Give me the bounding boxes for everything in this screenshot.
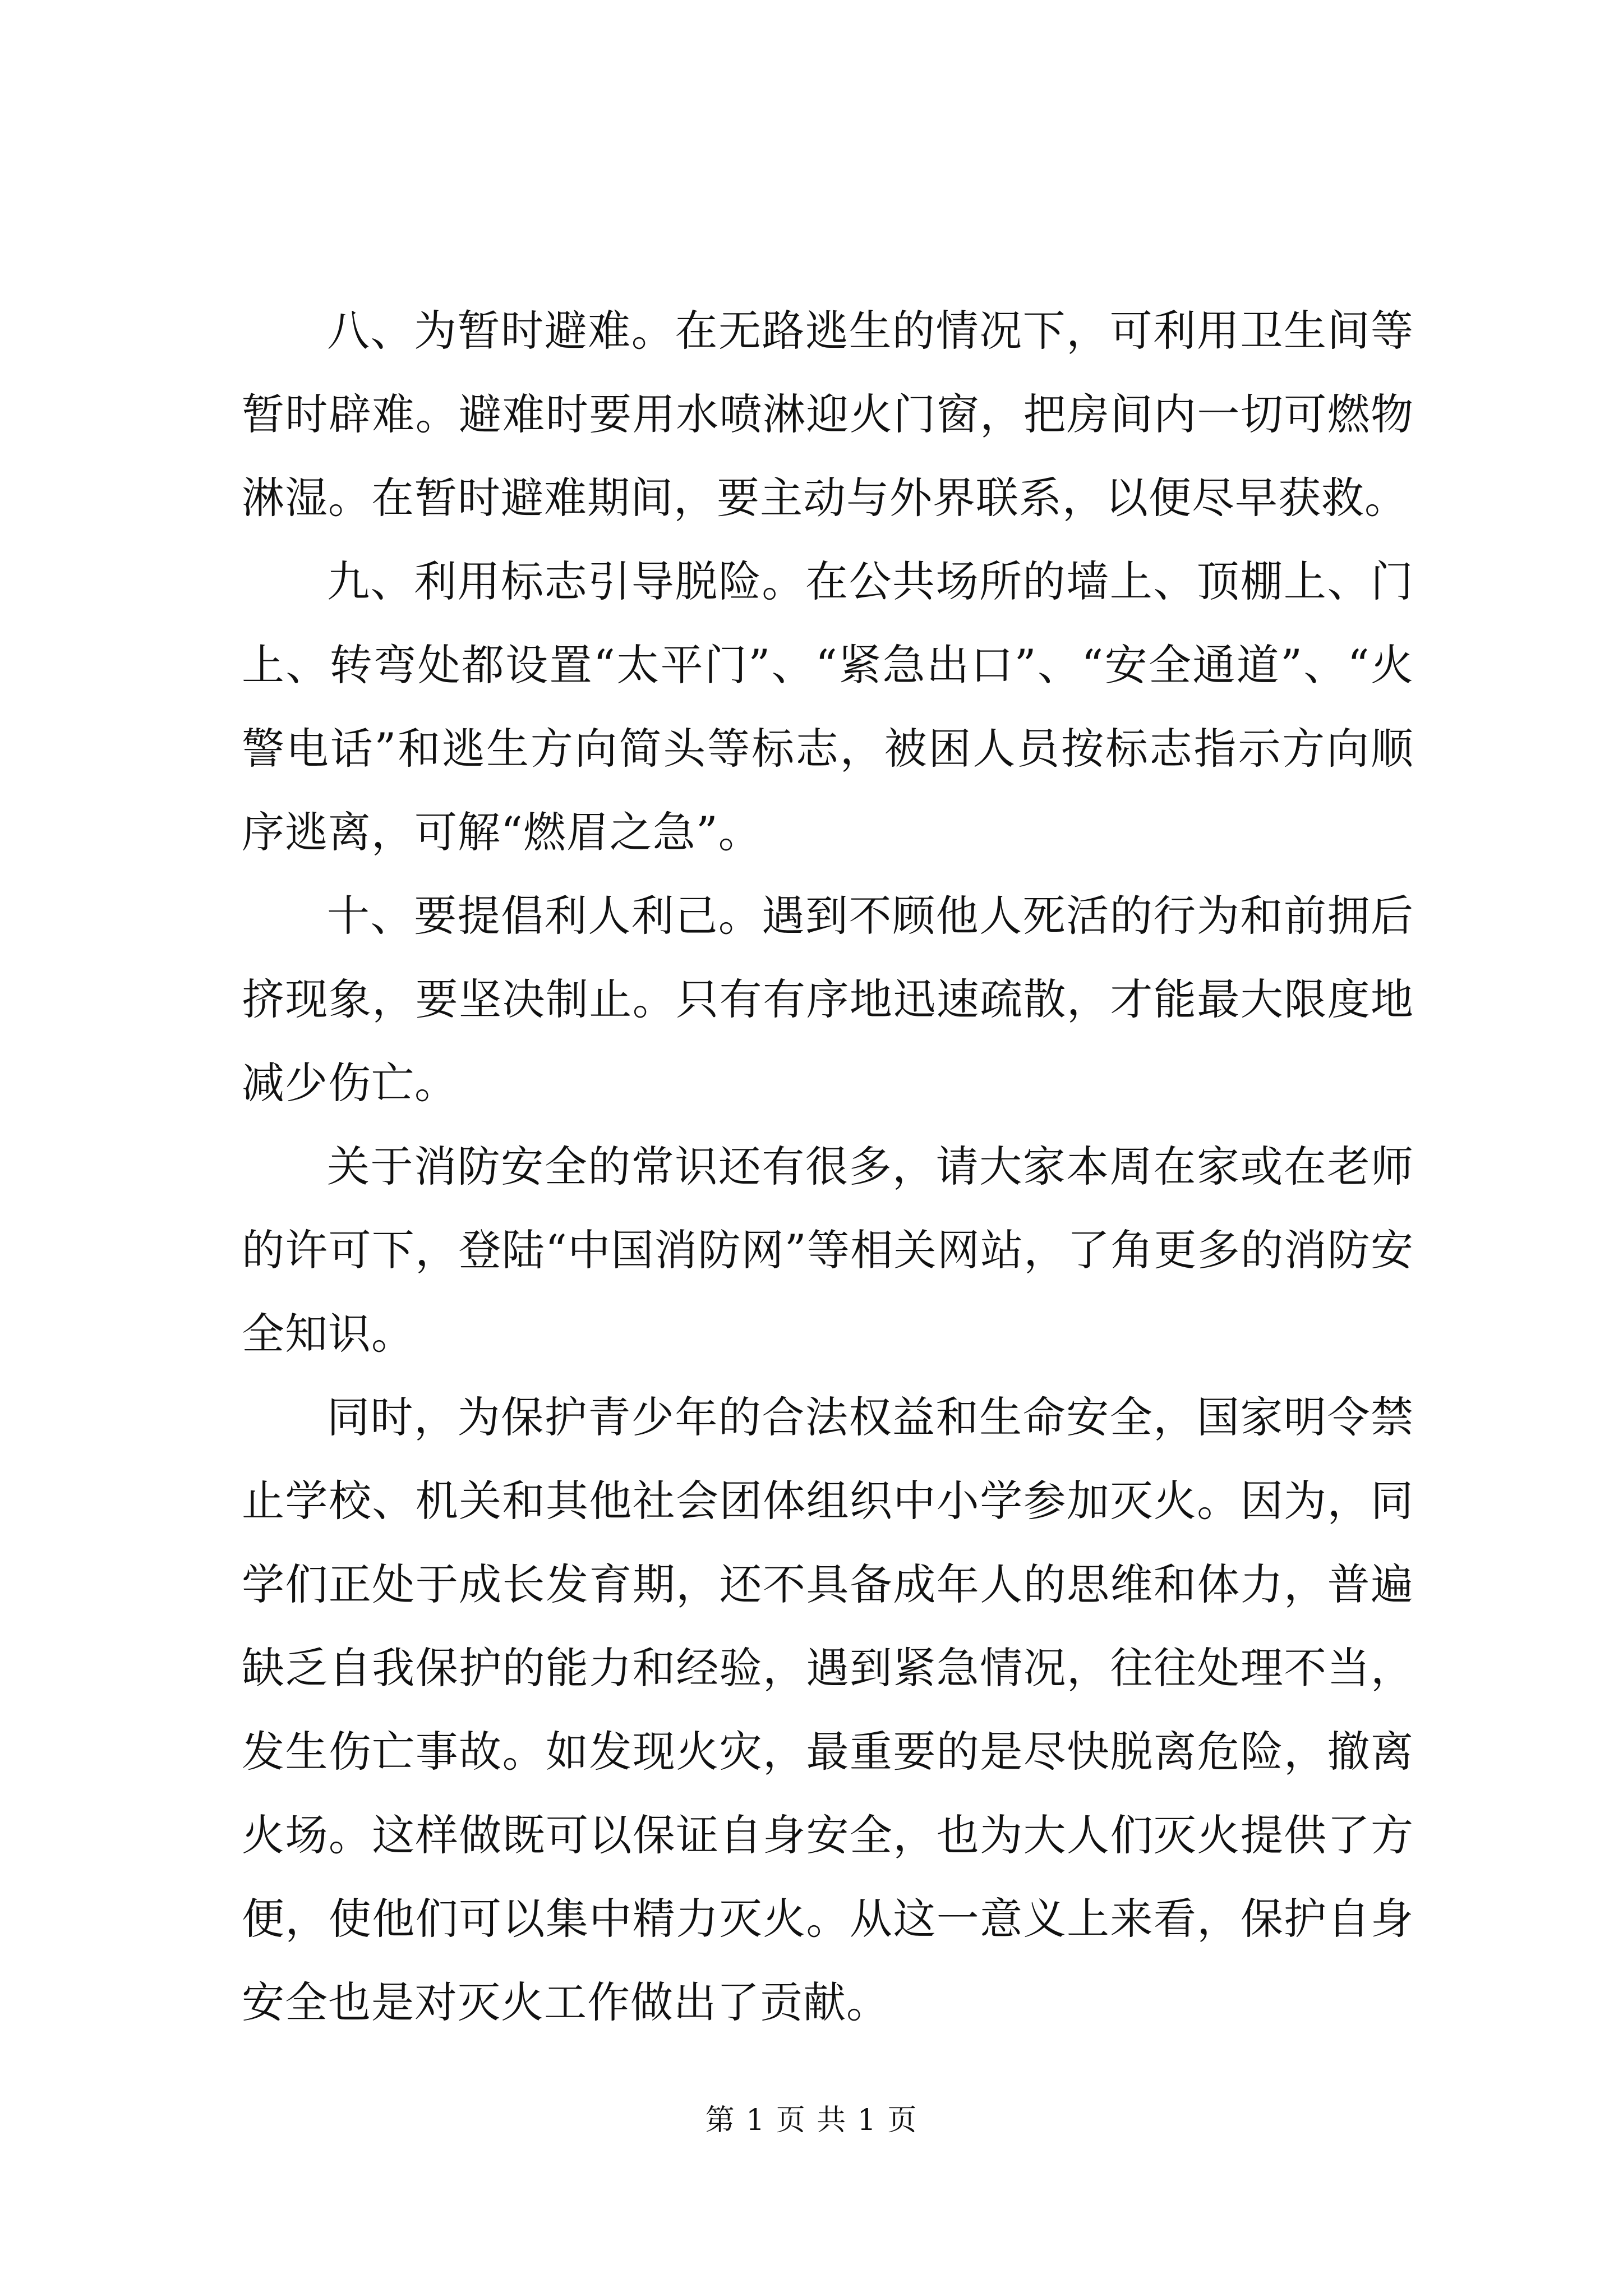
document-body — [242, 289, 1414, 2044]
paragraph-exit-signs: 九、利用标志引导脱险。在公共场所的墙上、顶棚上、门上、转弯处都设置“太平门”、“紧急出口”、“安全通道”、“火警电话”和逃生方向简头等标志，被困人员按标志指示方向顺序逃离，可解“燃眉之急”。 — [242, 556, 1414, 857]
page-number-footer: 第 1 页 共 1 页 — [705, 2104, 918, 2137]
paragraph-youth-protection: 同时，为保护青少年的合法权益和生命安全，国家明令禁止学校、机关和其他社会团体组织中小学参加灭火。因为，同学们正处于成长发育期，还不具备成年人的思维和体力，普遍缺乏自我保护的能力和经验，遇到紧急情况，往往处理不当，发生伤亡事故。如发现火灾，最重要的是尽快脱离危险，撤离火场。这样做既可以保证自身安全，也为大人们灭火提供了方便，使他们可以集中精力灭火。从这一意义上来看，保护自身安全也是对灭火工作做出了贡献。 — [242, 1392, 1414, 2027]
paragraph-escape-shelter: 八、为暂时避难。在无路逃生的情况下，可利用卫生间等暂时辟难。避难时要用水喷淋迎火门窗，把房间内一切可燃物淋湿。在暂时避难期间，要主动与外界联系，以便尽早获救。 — [242, 306, 1414, 523]
paragraph-fire-safety-knowledge: 关于消防安全的常识还有很多，请大家本周在家或在老师的许可下，登陆“中国消防网”等相关网站，了角更多的消防安全知识。 — [242, 1142, 1414, 1359]
paragraph-mutual-benefit: 十、要提倡利人利己。遇到不顾他人死活的行为和前拥后挤现象，要坚决制止。只有有序地迅速疏散，才能最大限度地减少伤亡。 — [242, 891, 1414, 1108]
